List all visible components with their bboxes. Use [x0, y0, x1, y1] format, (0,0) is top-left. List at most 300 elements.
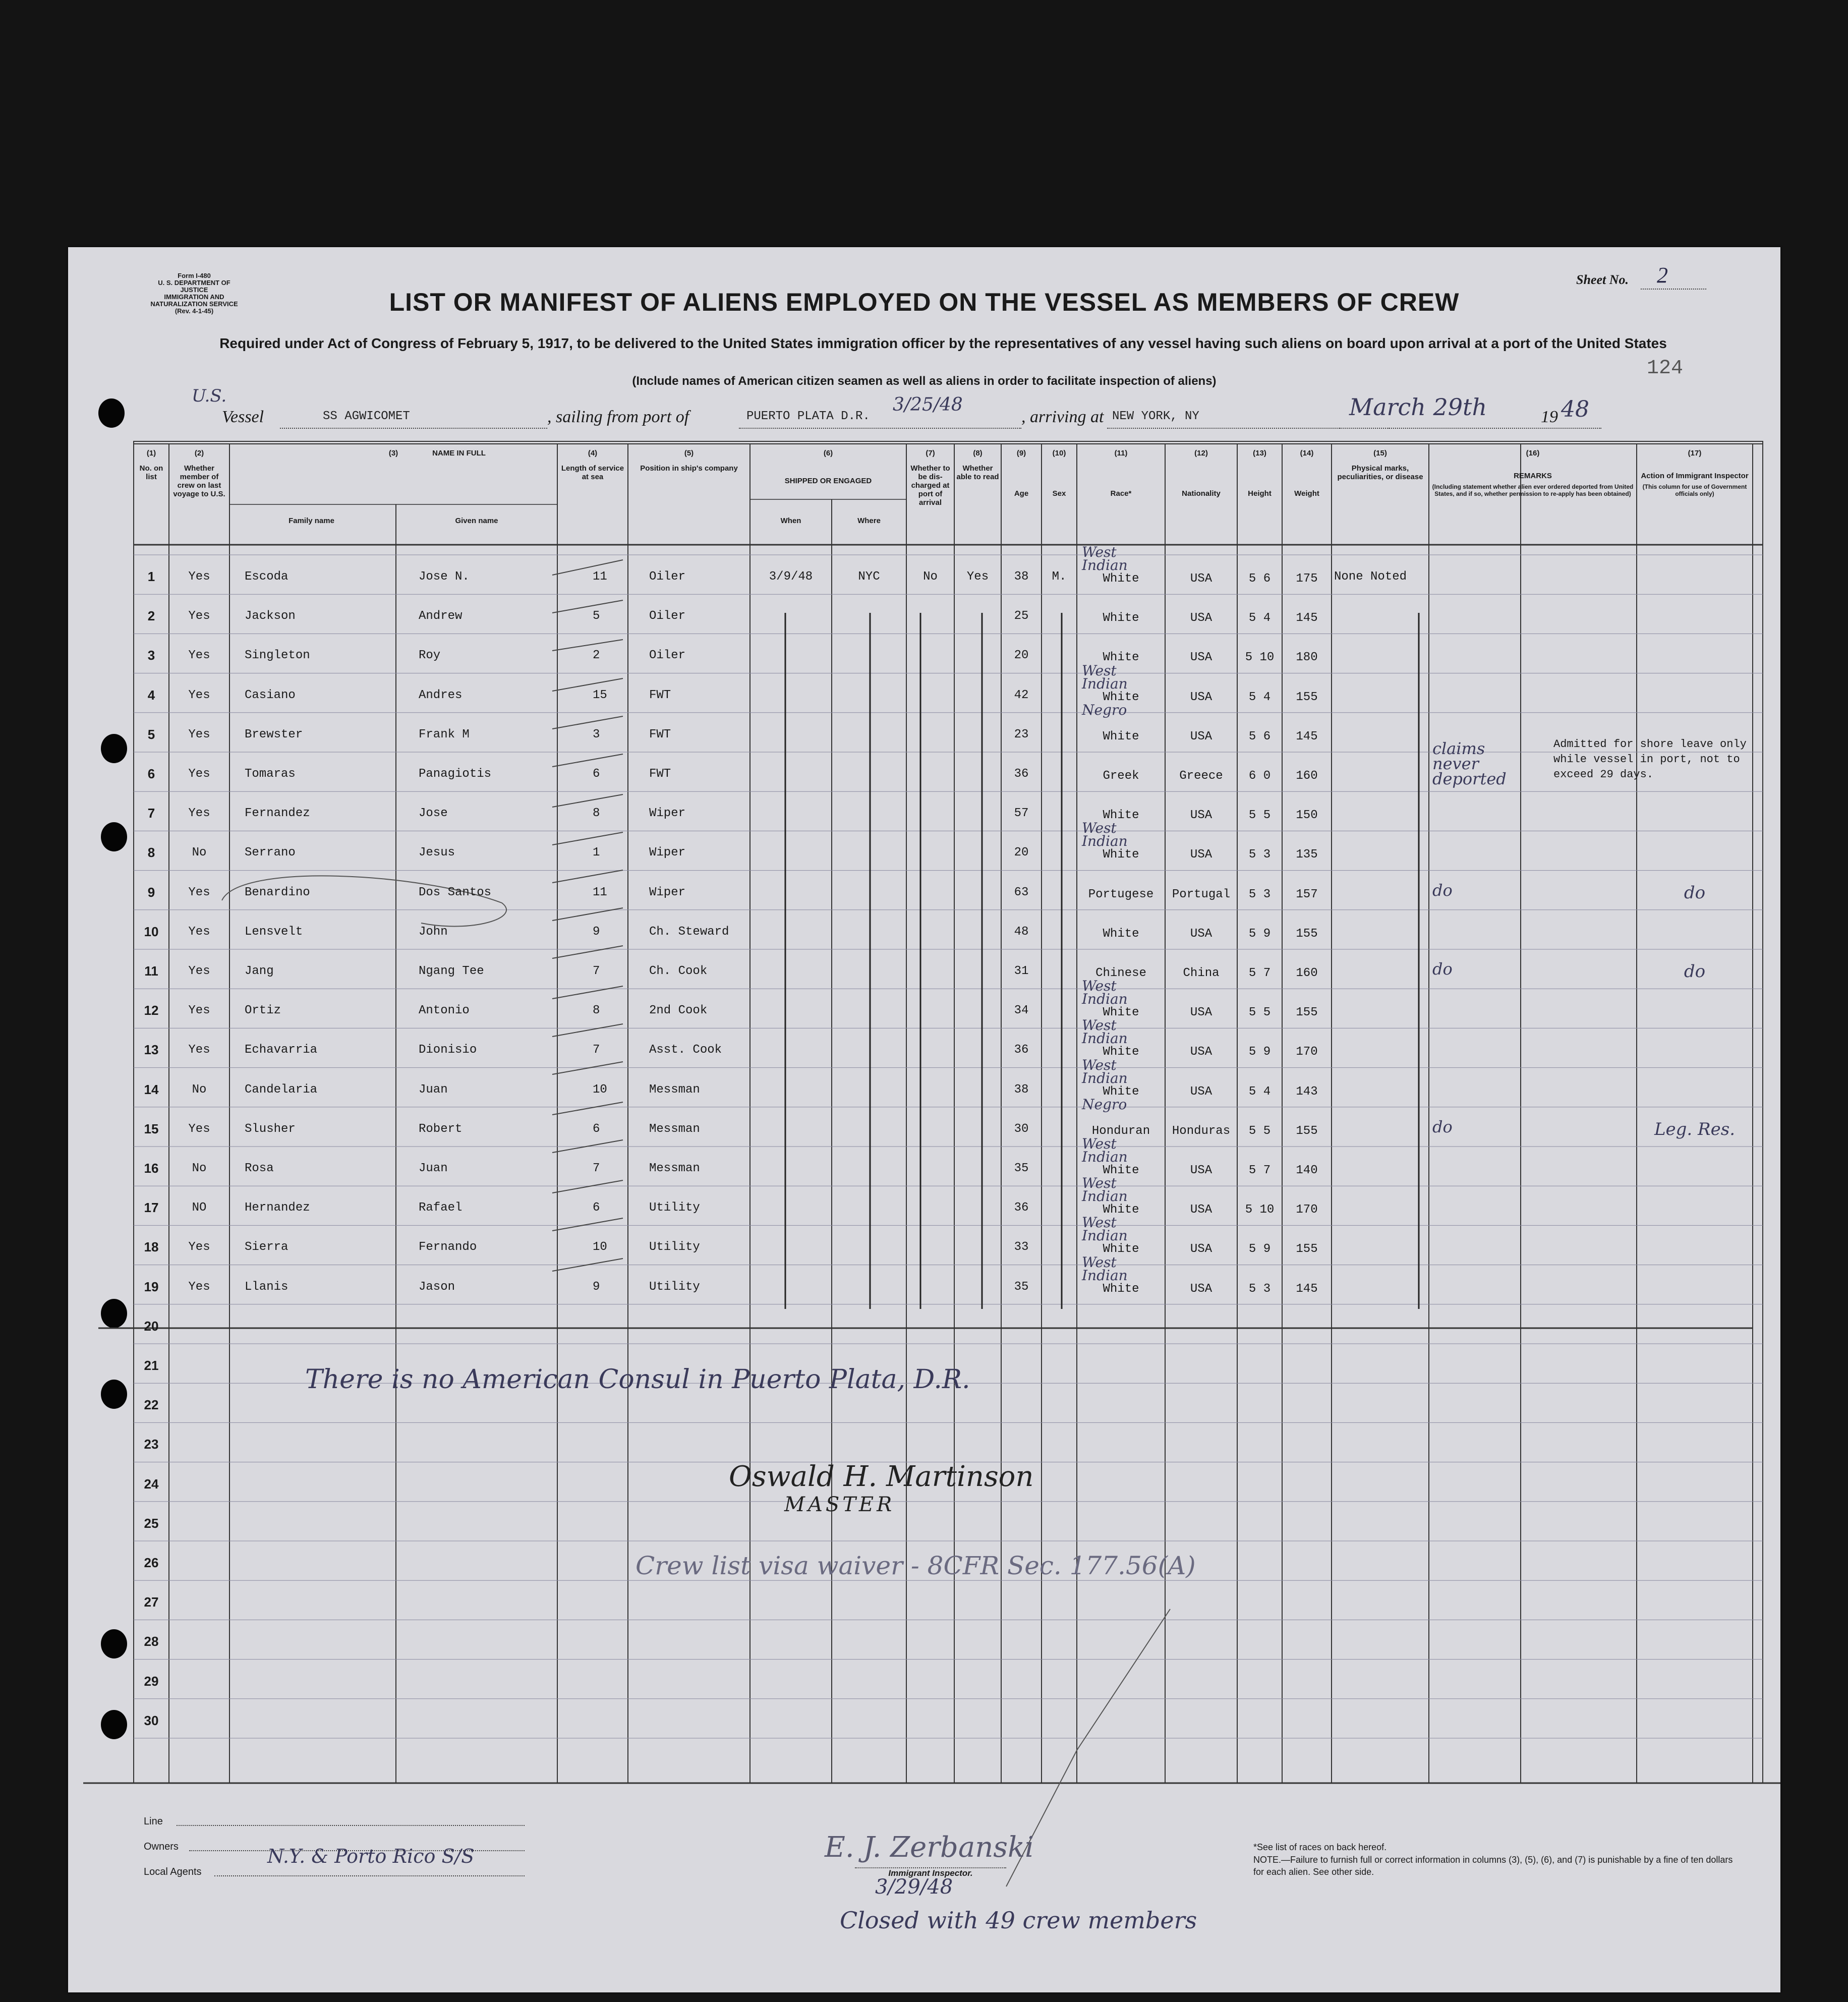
race-value: White	[1103, 927, 1139, 941]
column-number: (2)	[194, 449, 204, 457]
age-value: 33	[1014, 1240, 1029, 1254]
family-name: Slusher	[245, 1122, 296, 1136]
position-value: Wiper	[649, 807, 686, 821]
height-value: 6 0	[1248, 769, 1271, 783]
column-number: (9)	[1016, 449, 1026, 457]
height-value: 5 9	[1248, 927, 1271, 941]
row-number: 21	[144, 1358, 159, 1373]
inspector-signature: E. J. Zerbanski	[825, 1831, 1034, 1864]
last-voyage-value: Yes	[188, 649, 210, 663]
weight-value: 145	[1296, 611, 1318, 625]
nationality-value: USA	[1190, 1045, 1212, 1059]
race-handwritten-note: West Indian	[1082, 1253, 1128, 1284]
page-subtitle: Required under Act of Congress of February 5, 1917, to be delivered to the United States immigration officer by the representatives of any vessel having such aliens on board upon arrival at a port of the United States	[219, 335, 1667, 351]
race-handwritten-note: Negro	[1082, 1096, 1127, 1113]
position-value: Utility	[649, 1280, 700, 1294]
action-value: Leg. Res.	[1654, 1119, 1736, 1139]
row-number: 24	[144, 1476, 159, 1492]
last-voyage-value: Yes	[188, 688, 210, 702]
column-number: (5)	[684, 449, 694, 457]
row-number: 12	[144, 1003, 159, 1018]
row-number: 20	[144, 1318, 159, 1334]
race-handwritten-note: West Indian	[1082, 1214, 1128, 1244]
family-name: Lensvelt	[245, 925, 303, 939]
weight-value: 145	[1296, 729, 1318, 743]
given-name: Juan	[419, 1162, 448, 1175]
remarks-value: do	[1432, 959, 1453, 979]
last-voyage-value: Yes	[188, 767, 210, 781]
service-length: 3	[593, 727, 600, 741]
last-voyage-value: No	[192, 846, 207, 860]
last-voyage-value: Yes	[188, 1240, 210, 1254]
sailing-label: , sailing from port of	[547, 408, 689, 426]
position-value: Messman	[649, 1122, 700, 1136]
line-label: Line	[144, 1816, 163, 1827]
weight-value: 143	[1296, 1084, 1318, 1099]
column-number: (6)	[823, 449, 833, 457]
consul-note: There is no American Consul in Puerto Plata, D.R.	[305, 1364, 970, 1395]
nationality-value: USA	[1190, 1242, 1212, 1256]
master-signature: Oswald H. Martinson	[729, 1460, 1034, 1493]
family-name: Tomaras	[245, 767, 296, 781]
weight-value: 160	[1296, 966, 1318, 980]
race-value: Chinese	[1095, 966, 1146, 980]
race-handwritten-note: West Indian	[1082, 820, 1128, 850]
last-voyage-value: Yes	[188, 885, 210, 899]
row-number: 22	[144, 1397, 159, 1413]
column-number: (15)	[1373, 449, 1387, 457]
nationality-value: USA	[1190, 1164, 1212, 1177]
nationality-value: USA	[1190, 927, 1212, 941]
row-number: 19	[144, 1279, 159, 1294]
row-number: 26	[144, 1555, 159, 1570]
col-remarks: REMARKS	[1514, 472, 1552, 480]
shipped-where: NYC	[858, 570, 880, 584]
col-able-to-read: Whether able to read	[956, 464, 999, 481]
family-name: Llanis	[245, 1280, 288, 1294]
race-value: Portugese	[1088, 887, 1154, 901]
age-value: 38	[1014, 1082, 1029, 1097]
weight-value: 175	[1296, 572, 1318, 586]
weight-value: 155	[1296, 1006, 1318, 1020]
race-value: White	[1103, 1203, 1139, 1217]
page-subtitle-note: (Include names of American citizen seamen as well as aliens in order to facilitate inspection of aliens)	[632, 374, 1217, 388]
weight-value: 145	[1296, 1282, 1318, 1296]
sheet-number-value: 2	[1657, 263, 1668, 288]
col-number-heading: No. on list	[139, 464, 163, 481]
height-value: 5 10	[1245, 1203, 1275, 1217]
service-length: 8	[593, 1004, 600, 1018]
service-length: 8	[593, 807, 600, 821]
row-number: 28	[144, 1634, 159, 1649]
age-value: 20	[1014, 846, 1029, 860]
last-voyage-value: Yes	[188, 609, 210, 623]
remarks-value: do	[1432, 880, 1453, 900]
race-value: White	[1103, 848, 1139, 862]
remarks-value: claims never deported	[1432, 739, 1507, 788]
service-length: 2	[593, 649, 600, 663]
vessel-label: Vessel	[222, 408, 264, 426]
last-voyage-value: Yes	[188, 925, 210, 939]
column-number: (11)	[1114, 449, 1128, 457]
service-length: 11	[593, 885, 607, 899]
family-name: Benardino	[245, 885, 310, 899]
given-name: Frank M	[419, 727, 470, 741]
family-name: Candelaria	[245, 1082, 318, 1097]
given-name: Andres	[419, 688, 463, 702]
given-name: Robert	[419, 1122, 463, 1136]
col-discharged: Whether to be dis-charged at port of arrival	[910, 464, 950, 507]
race-handwritten-note: West Indian	[1082, 978, 1128, 1008]
service-length: 1	[593, 846, 600, 860]
race-value: White	[1103, 1282, 1139, 1296]
family-name: Casiano	[245, 688, 296, 702]
column-number: (10)	[1052, 449, 1066, 457]
height-value: 5 10	[1245, 651, 1275, 665]
family-name: Singleton	[245, 649, 310, 663]
nationality-value: USA	[1190, 572, 1212, 586]
service-length: 5	[593, 609, 600, 623]
arrival-port: NEW YORK, NY	[1112, 410, 1199, 423]
height-value: 5 5	[1248, 1124, 1271, 1138]
family-name: Hernandez	[245, 1201, 310, 1215]
col-action-note: (This column for use of Government officials only)	[1642, 483, 1747, 497]
age-value: 36	[1014, 1201, 1029, 1215]
given-name: Jesus	[419, 846, 455, 860]
nationality-value: USA	[1190, 690, 1212, 704]
position-value: Wiper	[649, 846, 686, 860]
age-value: 48	[1014, 925, 1029, 939]
height-value: 5 3	[1248, 887, 1271, 901]
department-name: U. S. DEPARTMENT OF JUSTICE	[158, 279, 230, 294]
given-name: Juan	[419, 1082, 448, 1097]
action-value: do	[1684, 882, 1706, 903]
race-handwritten-note: West Indian	[1082, 1056, 1128, 1086]
col-race: Race*	[1110, 489, 1132, 498]
row-number: 25	[144, 1515, 159, 1531]
column-number: (14)	[1300, 449, 1314, 457]
race-handwritten-note: West Indian	[1082, 1135, 1128, 1165]
race-handwritten-note: West Indian	[1082, 662, 1128, 692]
age-value: 36	[1014, 1043, 1029, 1057]
col-name-heading: NAME IN FULL	[432, 449, 486, 457]
last-voyage-value: Yes	[188, 570, 210, 584]
row-number: 27	[144, 1594, 159, 1610]
col-sex: Sex	[1052, 489, 1066, 498]
owners-label: Owners	[144, 1841, 179, 1852]
row-number: 17	[144, 1200, 159, 1216]
race-footnote: *See list of races on back hereof.	[1253, 1842, 1387, 1852]
age-value: 31	[1014, 964, 1029, 978]
given-name: Fernando	[419, 1240, 477, 1254]
column-number: (12)	[1194, 449, 1208, 457]
col-physical-marks: Physical marks, peculiarities, or disease	[1337, 464, 1423, 481]
family-name: Ortiz	[245, 1004, 281, 1018]
vessel-prefix: U.S.	[192, 386, 227, 406]
nationality-value: USA	[1190, 1006, 1212, 1020]
page-title: LIST OR MANIFEST OF ALIENS EMPLOYED ON THE VESSEL AS MEMBERS OF CREW	[389, 288, 1460, 316]
row-number: 10	[144, 924, 159, 939]
service-length: 7	[593, 964, 600, 978]
age-value: 57	[1014, 807, 1029, 821]
last-voyage-value: Yes	[188, 964, 210, 978]
col-shipped-heading: SHIPPED OR ENGAGED	[784, 477, 872, 485]
weight-value: 170	[1296, 1203, 1318, 1217]
row-number: 14	[144, 1081, 159, 1097]
service-length: 10	[593, 1240, 607, 1254]
action-value: Admitted for shore leave only while vessel in port, not to exceed 29 days.	[1553, 738, 1747, 781]
given-name: Jose N.	[419, 570, 470, 584]
column-number: (17)	[1688, 449, 1702, 457]
height-value: 5 4	[1248, 690, 1271, 704]
manifest-sheet	[68, 247, 1780, 1992]
physical-marks-value: None Noted	[1334, 570, 1407, 584]
row-number: 7	[147, 806, 155, 821]
race-value: Greek	[1103, 769, 1139, 783]
position-value: Oiler	[649, 649, 686, 663]
family-name: Serrano	[245, 846, 296, 860]
position-value: Ch. Cook	[649, 964, 708, 978]
race-handwritten-note: Negro	[1082, 701, 1127, 718]
column-number: (1)	[146, 449, 156, 457]
age-value: 35	[1014, 1162, 1029, 1175]
height-value: 5 3	[1248, 848, 1271, 862]
given-name: Jose	[419, 807, 448, 821]
row-number: 5	[147, 726, 155, 742]
position-value: Utility	[649, 1201, 700, 1215]
col-age: Age	[1014, 489, 1029, 498]
weight-value: 150	[1296, 809, 1318, 823]
given-name: Roy	[419, 649, 441, 663]
height-value: 5 4	[1248, 611, 1271, 625]
col-nationality: Nationality	[1182, 489, 1221, 498]
weight-value: 140	[1296, 1164, 1318, 1177]
weight-value: 155	[1296, 1242, 1318, 1256]
column-number: (7)	[926, 449, 935, 457]
given-name: Jason	[419, 1280, 455, 1294]
position-value: Messman	[649, 1162, 700, 1175]
service-length: 7	[593, 1043, 600, 1057]
position-value: 2nd Cook	[649, 1004, 708, 1018]
service-length: 9	[593, 925, 600, 939]
form-number: Form I-480	[178, 272, 211, 279]
last-voyage-value: Yes	[188, 1043, 210, 1057]
last-voyage-value: Yes	[188, 1122, 210, 1136]
height-value: 5 9	[1248, 1045, 1271, 1059]
sailing-date: 3/25/48	[893, 394, 963, 415]
sheet-number-label: Sheet No.	[1576, 272, 1629, 287]
race-value: White	[1103, 1045, 1139, 1059]
nationality-value: USA	[1190, 651, 1212, 665]
family-name: Brewster	[245, 727, 303, 741]
penalty-note: NOTE.—Failure to furnish full or correct information in columns (3), (5), (6), and (7) is punishable by a fine of ten dollars for each alien. See other side.	[1253, 1855, 1733, 1877]
local-agents-value: N.Y. & Porto Rico S/S	[267, 1845, 475, 1867]
family-name: Fernandez	[245, 807, 310, 821]
row-number: 4	[147, 687, 155, 703]
race-value: White	[1103, 690, 1139, 704]
row-number: 23	[144, 1437, 159, 1452]
family-name: Jackson	[245, 609, 296, 623]
family-name: Sierra	[245, 1240, 288, 1254]
age-value: 42	[1014, 688, 1029, 702]
nationality-value: USA	[1190, 848, 1212, 862]
vessel-name: SS AGWICOMET	[323, 410, 410, 423]
departure-port: PUERTO PLATA D.R.	[746, 410, 870, 423]
visa-waiver-note: Crew list visa waiver - 8CFR Sec. 177.56(A)	[636, 1551, 1196, 1580]
row-number: 2	[147, 608, 155, 624]
weight-value: 180	[1296, 651, 1318, 665]
weight-value: 155	[1296, 1124, 1318, 1138]
form-revision: (Rev. 4-1-45)	[175, 307, 214, 315]
race-handwritten-note: West Indian	[1082, 544, 1128, 574]
column-number: (4)	[588, 449, 598, 457]
row-number: 6	[147, 766, 155, 781]
weight-value: 160	[1296, 769, 1318, 783]
height-value: 5 9	[1248, 1242, 1271, 1256]
arrival-date: March 29th	[1349, 393, 1487, 421]
race-value: White	[1103, 729, 1139, 743]
position-value: Oiler	[649, 609, 686, 623]
last-voyage-value: Yes	[188, 1280, 210, 1294]
closed-note: Closed with 49 crew members	[840, 1907, 1197, 1934]
service-length: 7	[593, 1162, 600, 1175]
sex-value: M.	[1052, 570, 1067, 584]
service-length: 6	[593, 1122, 600, 1136]
position-value: FWT	[649, 767, 671, 781]
column-number: (13)	[1253, 449, 1266, 457]
col-action: Action of Immigrant Inspector	[1641, 472, 1749, 480]
last-voyage-value: No	[192, 1082, 207, 1097]
height-value: 5 4	[1248, 1084, 1271, 1099]
race-value: Honduran	[1091, 1124, 1150, 1138]
family-name: Echavarria	[245, 1043, 318, 1057]
row-number: 11	[144, 963, 158, 979]
nationality-value: USA	[1190, 809, 1212, 823]
last-voyage-value: NO	[192, 1201, 207, 1215]
row-number: 9	[147, 884, 155, 900]
weight-value: 155	[1296, 927, 1318, 941]
weight-value: 135	[1296, 848, 1318, 862]
race-handwritten-note: West Indian	[1082, 1175, 1128, 1205]
column-number: (3)	[388, 449, 398, 457]
service-length: 9	[593, 1280, 600, 1294]
race-value: White	[1103, 809, 1139, 823]
nationality-value: Portugal	[1172, 887, 1231, 901]
row-number: 13	[144, 1042, 159, 1058]
inspector-date: 3/29/48	[875, 1875, 953, 1899]
position-value: Ch. Steward	[649, 925, 729, 939]
position-value: Utility	[649, 1240, 700, 1254]
age-value: 63	[1014, 885, 1029, 899]
weight-value: 157	[1296, 887, 1318, 901]
col-given-name: Given name	[455, 517, 498, 525]
col-remarks-note: (Including statement whether alien ever ordered deported from United States, and if so, whether permission to re-apply has been obtained)	[1432, 483, 1634, 497]
position-value: Messman	[649, 1082, 700, 1097]
last-voyage-value: Yes	[188, 807, 210, 821]
row-number: 18	[144, 1239, 159, 1255]
age-value: 30	[1014, 1122, 1029, 1136]
col-length-service: Length of service at sea	[561, 464, 624, 481]
nationality-value: China	[1183, 966, 1220, 980]
col-when: When	[780, 517, 801, 525]
column-number: (16)	[1526, 449, 1540, 457]
given-name: Antonio	[419, 1004, 470, 1018]
row-number: 30	[144, 1712, 159, 1728]
agents-label: Local Agents	[144, 1866, 202, 1877]
position-value: FWT	[649, 688, 671, 702]
given-name: Panagiotis	[419, 767, 492, 781]
nationality-value: Honduras	[1172, 1124, 1231, 1138]
given-name: Dionisio	[419, 1043, 477, 1057]
age-value: 34	[1014, 1004, 1029, 1018]
col-where: Where	[857, 517, 881, 525]
shipped-when: 3/9/48	[769, 570, 813, 584]
stamp-number: 124	[1647, 357, 1684, 380]
age-value: 35	[1014, 1280, 1029, 1294]
height-value: 5 6	[1248, 572, 1271, 586]
height-value: 5 5	[1248, 1006, 1271, 1020]
nationality-value: USA	[1190, 729, 1212, 743]
action-value: do	[1684, 961, 1706, 982]
last-voyage-value: Yes	[188, 727, 210, 741]
given-name: Ngang Tee	[419, 964, 484, 978]
age-value: 36	[1014, 767, 1029, 781]
remarks-value: do	[1432, 1117, 1453, 1136]
position-value: Oiler	[649, 570, 686, 584]
weight-value: 170	[1296, 1045, 1318, 1059]
column-number: (8)	[973, 449, 983, 457]
row-number: 1	[147, 569, 155, 584]
row-number: 16	[144, 1161, 159, 1176]
height-value: 5 6	[1248, 729, 1271, 743]
position-value: Wiper	[649, 885, 686, 899]
position-value: Asst. Cook	[649, 1043, 722, 1057]
service-length: 6	[593, 1201, 600, 1215]
age-value: 23	[1014, 727, 1029, 741]
col-position: Position in ship's company	[640, 464, 738, 473]
master-title: MASTER	[784, 1493, 895, 1516]
col-height: Height	[1248, 489, 1272, 498]
given-name: John	[419, 925, 448, 939]
age-value: 38	[1014, 570, 1029, 584]
service-length: 10	[593, 1082, 607, 1097]
arrival-year: 48	[1561, 396, 1589, 422]
race-value: White	[1103, 1242, 1139, 1256]
able-to-read-value: Yes	[966, 570, 989, 584]
nationality-value: USA	[1190, 1084, 1212, 1099]
height-value: 5 3	[1248, 1282, 1271, 1296]
given-name: Rafael	[419, 1201, 463, 1215]
race-value: White	[1103, 1084, 1139, 1099]
race-value: White	[1103, 1006, 1139, 1020]
arriving-label: , arriving at	[1021, 408, 1104, 426]
height-value: 5 5	[1248, 809, 1271, 823]
service-name: IMMIGRATION AND NATURALIZATION SERVICE	[150, 293, 238, 308]
last-voyage-value: No	[192, 1162, 207, 1175]
nationality-value: USA	[1190, 611, 1212, 625]
col-family-name: Family name	[288, 517, 334, 525]
row-number: 29	[144, 1673, 159, 1689]
family-name: Rosa	[245, 1162, 274, 1175]
inspector-label: Immigrant Inspector.	[855, 1867, 1006, 1878]
last-voyage-value: Yes	[188, 1004, 210, 1018]
discharged-value: No	[923, 570, 938, 584]
given-name: Andrew	[419, 609, 463, 623]
row-number: 3	[147, 648, 155, 663]
service-length: 15	[593, 688, 607, 702]
race-value: White	[1103, 1164, 1139, 1177]
col-last-voyage: Whether member of crew on last voyage to U.S.	[173, 464, 225, 498]
